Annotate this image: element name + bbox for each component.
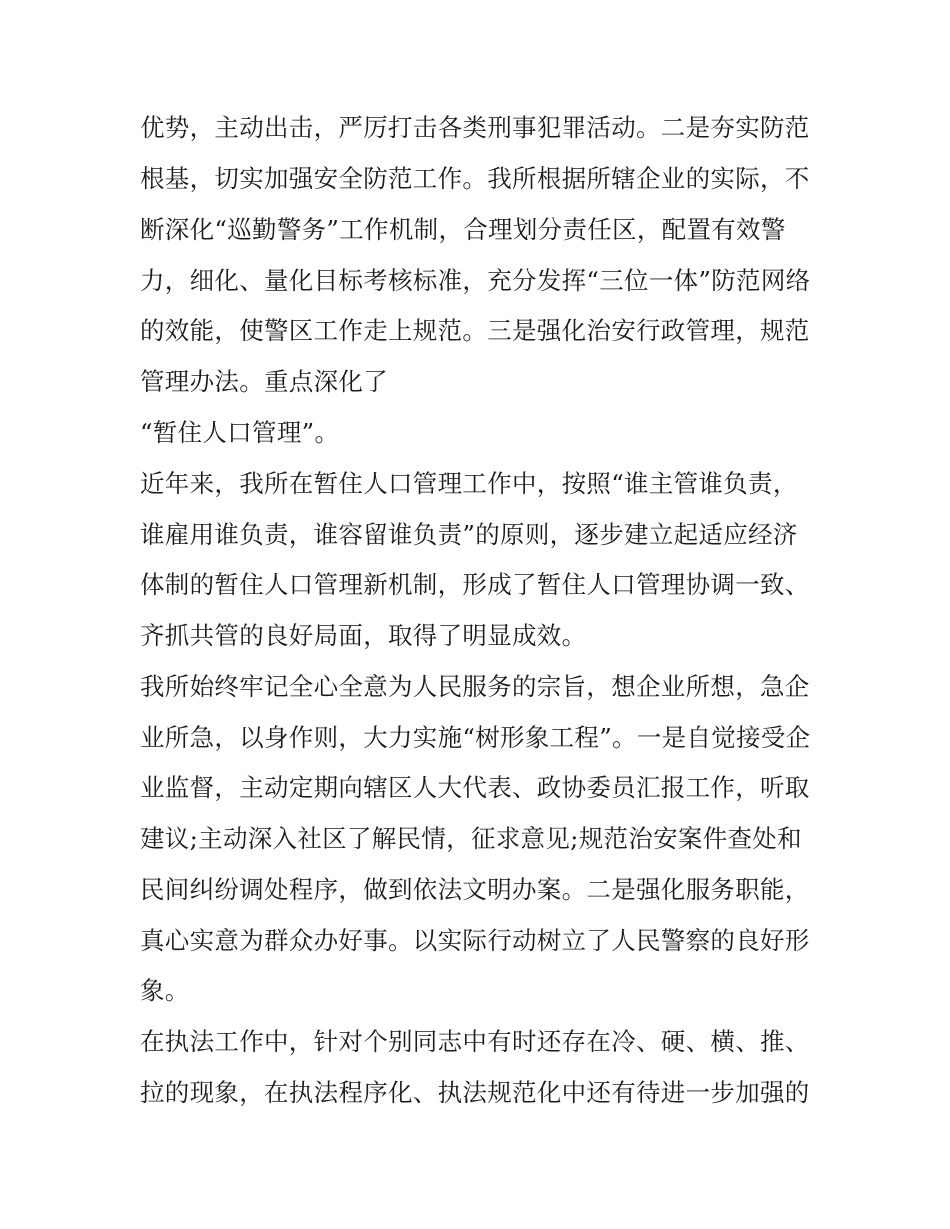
text-line: 断深化“巡勤警务”工作机制，合理划分责任区，配置有效警 [140, 215, 786, 244]
text-line: 近年来，我所在暂住人口管理工作中，按照“谁主管谁负责， [140, 469, 798, 498]
text-line: 齐抓共管的良好局面，取得了明显成效。 [140, 621, 587, 650]
text-line: 业监督，主动定期向辖区人大代表、政协委员汇报工作，听取 [140, 773, 810, 802]
text-line: 拉的现象，在执法程序化、执法规范化中还有待进一步加强的 [140, 1078, 810, 1107]
text-line: 真心实意为群众办好事。以实际行动树立了人民警察的良好形 [140, 926, 810, 955]
text-line: 优势，主动出击，严厉打击各类刑事犯罪活动。二是夯实防范 [140, 113, 810, 142]
text-line: 象。 [140, 976, 190, 1005]
text-line: “暂住人口管理”。 [140, 418, 340, 447]
text-line: 建议;主动深入社区了解民情，征求意见;规范治安案件查处和 [140, 824, 802, 853]
text-line: 谁雇用谁负责，谁容留谁负责”的原则，逐步建立起适应经济 [140, 520, 798, 549]
text-line: 根基，切实加强安全防范工作。我所根据所辖企业的实际，不 [140, 164, 810, 193]
text-line: 民间纠纷调处程序，做到依法文明办案。二是强化服务职能， [140, 875, 810, 904]
text-line: 的效能，使警区工作走上规范。三是强化治安行政管理，规范 [140, 316, 810, 345]
text-line: 体制的暂住人口管理新机制，形成了暂住人口管理协调一致、 [140, 570, 810, 599]
text-line: 业所急，以身作则，大力实施“树形象工程”。一是自觉接受企 [140, 723, 811, 752]
text-line: 力，细化、量化目标考核标准，充分发挥“三位一体”防范网络 [140, 266, 811, 295]
text-line: 管理办法。重点深化了 [140, 367, 388, 396]
text-line: 在执法工作中，针对个别同志中有时还存在冷、硬、横、推、 [140, 1027, 810, 1056]
text-line: 我所始终牢记全心全意为人民服务的宗旨，想企业所想，急企 [140, 672, 810, 701]
